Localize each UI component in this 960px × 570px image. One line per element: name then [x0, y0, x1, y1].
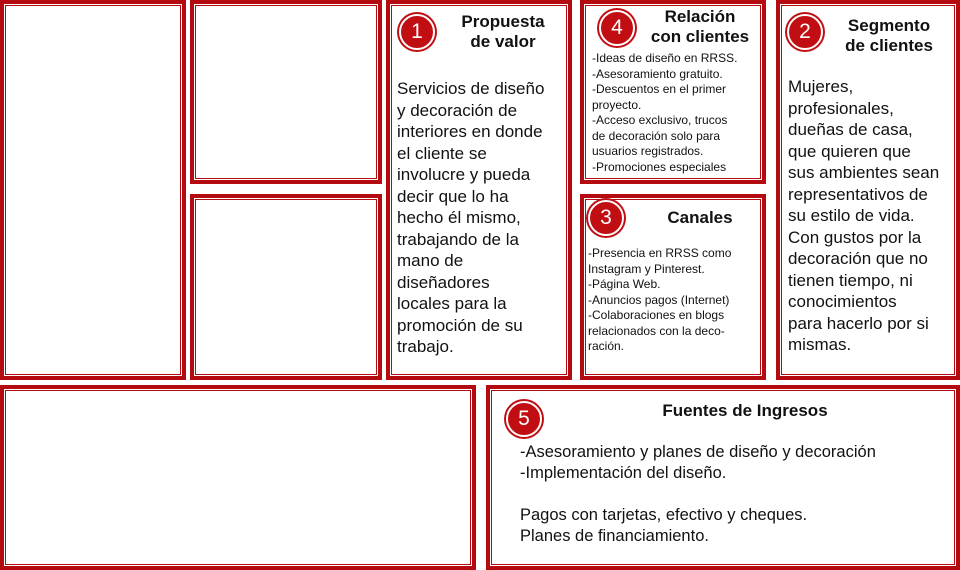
- text-line: que quieren que: [788, 141, 911, 161]
- relacion-clientes-title-line: Relación: [664, 7, 736, 26]
- cost-structure-block: [0, 385, 476, 570]
- text-line: diseñadores: [397, 272, 490, 292]
- text-line: -Implementación del diseño.: [520, 464, 727, 482]
- text-line: trabajando de la: [397, 229, 519, 249]
- text-line: promoción de su: [397, 315, 523, 335]
- relacion-clientes-text: [592, 51, 737, 175]
- text-line: proyecto.: [592, 97, 642, 112]
- text-line: ración.: [588, 339, 625, 353]
- text-line: -Ideas de diseño en RRSS.: [592, 51, 738, 65]
- segmento-clientes-title: [830, 16, 948, 56]
- text-line: interiores en donde: [397, 122, 543, 141]
- text-line: representativos de: [788, 184, 928, 204]
- text-line: tienen tiempo, ni: [788, 270, 913, 290]
- text-line: mismas.: [788, 335, 852, 354]
- canales-text: [588, 246, 731, 355]
- paragraph-gap: [520, 484, 876, 505]
- text-line: -Acceso exclusivo, trucos: [592, 113, 728, 127]
- text-line: Mujeres,: [788, 77, 854, 96]
- text-line: -Asesoramiento gratuito.: [592, 66, 723, 81]
- fuentes-ingresos-title: Fuentes de Ingresos: [662, 401, 828, 420]
- text-line: involucre y pueda: [397, 165, 531, 184]
- text-line: hecho él mismo,: [397, 208, 521, 227]
- text-line: -Promociones especiales: [592, 159, 727, 174]
- text-line: -Anuncios pagos (Internet): [588, 292, 730, 307]
- text-line: -Presencia en RRSS como: [588, 246, 732, 260]
- text-line: para hacerlo por si: [788, 313, 929, 333]
- relacion-clientes-title: [640, 7, 760, 47]
- text-line: Planes de financiamiento.: [520, 527, 709, 545]
- relacion-clientes-title-line: con clientes: [650, 27, 750, 46]
- text-line: locales para la: [397, 294, 507, 313]
- text-line: Servicios de diseño: [397, 79, 545, 98]
- segmento-clientes-title-line: de clientes: [845, 36, 933, 55]
- text-line: decir que lo ha: [397, 186, 509, 206]
- fuentes-ingresos-number-badge: 5: [506, 401, 542, 437]
- text-line: decoración que no: [788, 249, 928, 268]
- text-line: relacionados con la deco-: [588, 323, 725, 338]
- key-partners-block: [0, 0, 186, 380]
- text-line: Pagos con tarjetas, efectivo y cheques.: [520, 506, 808, 524]
- text-line: de decoración solo para: [592, 128, 721, 143]
- canales-title: Canales: [667, 208, 733, 227]
- key-resources-block: [190, 194, 382, 380]
- text-line: Con gustos por la: [788, 227, 922, 247]
- text-line: el cliente se: [397, 143, 487, 163]
- propuesta-valor-title-line: de valor: [470, 32, 536, 51]
- key-activities-block: [190, 0, 382, 184]
- propuesta-valor-number-badge: 1: [399, 14, 435, 50]
- text-line: -Descuentos en el primer: [592, 82, 727, 96]
- segmento-clientes-title-line: Segmento: [847, 16, 931, 35]
- text-line: su estilo de vida.: [788, 206, 915, 225]
- text-line: -Colaboraciones en blogs: [588, 308, 725, 322]
- text-line: profesionales,: [788, 98, 894, 118]
- segmento-clientes-number-badge: 2: [787, 14, 823, 50]
- text-line: -Asesoramiento y planes de diseño y decoración: [520, 443, 876, 461]
- text-line: conocimientos: [788, 292, 897, 311]
- text-line: usuarios registrados.: [592, 144, 704, 158]
- propuesta-valor-title-line: Propuesta: [461, 12, 545, 31]
- text-line: dueñas de casa,: [788, 120, 913, 139]
- segmento-clientes-text: [788, 76, 939, 356]
- fuentes-ingresos-text: [520, 442, 876, 547]
- propuesta-valor-text: [397, 78, 544, 358]
- text-line: -Página Web.: [588, 277, 661, 291]
- text-line: Instagram y Pinterest.: [588, 261, 705, 276]
- relacion-clientes-number-badge: 4: [599, 10, 635, 46]
- text-line: y decoración de: [397, 100, 518, 120]
- text-line: mano de: [397, 251, 464, 270]
- canales-number-badge: 3: [588, 200, 624, 236]
- text-line: trabajo.: [397, 337, 454, 356]
- propuesta-valor-title: [448, 12, 558, 52]
- text-line: sus ambientes sean: [788, 163, 940, 182]
